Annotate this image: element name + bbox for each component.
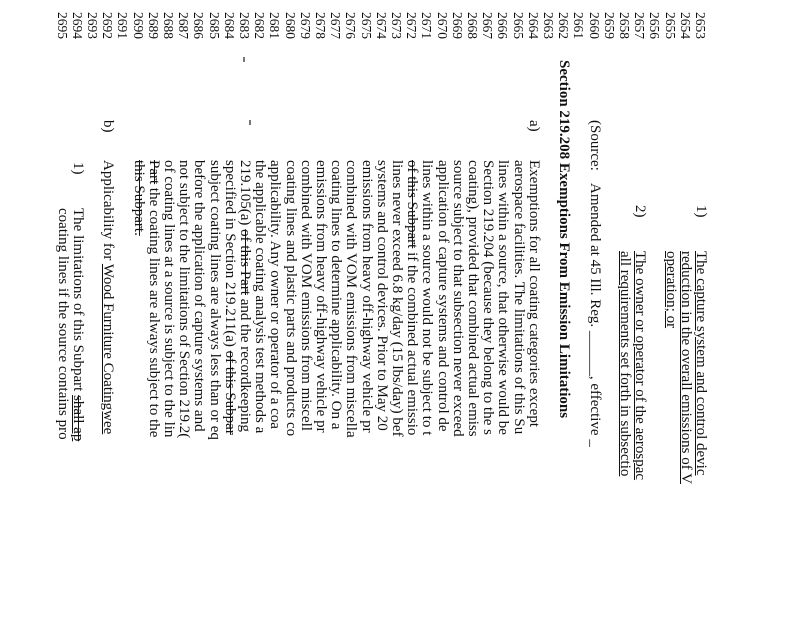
line-number <box>541 12 556 618</box>
subsection-a-line <box>419 60 434 618</box>
rotated-page-content <box>54 12 709 618</box>
line-number-text: 2656 <box>647 12 663 39</box>
line-number-text: 2666 <box>495 12 511 39</box>
subsection-a-line <box>252 60 267 618</box>
line-number-text: 2655 <box>662 12 678 39</box>
body-text: lines never exceed 6.8 kg/day (15 lbs/day) bef <box>389 160 405 437</box>
subsection-a-text <box>222 160 237 435</box>
line-number-text: 2671 <box>419 12 435 39</box>
line-number-text: 2673 <box>389 12 404 39</box>
subsection-a-line <box>343 60 358 618</box>
subsection-b-label: b) <box>100 120 117 133</box>
subsection-a-line <box>267 60 282 618</box>
line-number-text: 2672 <box>404 12 420 39</box>
line-number-text: 2675 <box>358 12 374 39</box>
line-number <box>85 12 100 618</box>
line-number-text: 2657 <box>632 12 648 39</box>
subsection-a-line <box>130 60 145 618</box>
subsection-b <box>100 60 115 618</box>
line-number-text: 2677 <box>328 12 344 39</box>
subsection-a-text <box>389 160 404 437</box>
subsection-a-line <box>206 60 221 618</box>
subsection-a-line <box>526 60 541 618</box>
line-number-text: 2680 <box>282 12 298 39</box>
subsection-a-line <box>282 60 297 618</box>
subsection-a-text <box>237 160 252 432</box>
line-number-text: 2664 <box>525 12 541 39</box>
line-number-text: 2685 <box>206 12 222 39</box>
body-text: and the recordkeeping <box>237 295 253 433</box>
subsection-a-label: a) <box>525 120 542 132</box>
subsection-b1-line1 <box>70 60 85 618</box>
item1-line1 <box>693 60 708 618</box>
line-number-text: 2691 <box>115 12 131 39</box>
subsection-a-text <box>130 160 145 236</box>
item1-text: The capture system and control devic <box>693 251 709 476</box>
line-number-text: 2690 <box>130 12 146 39</box>
line-number <box>571 12 587 618</box>
body-text: Exemptions for all coating categories except <box>525 160 542 427</box>
subsection-b-heading-prefix: Applicability for <box>100 160 117 264</box>
body-text: lines within a source would not be subject to t <box>419 160 436 436</box>
subsection-a-text <box>206 160 221 440</box>
line-number-text: 2681 <box>267 12 283 39</box>
item2-number: 2) <box>632 205 649 218</box>
body-text: aerospace facilities. The limitations of this Su <box>510 160 527 435</box>
line-number-text: 2679 <box>297 12 313 39</box>
body-text: of coating lines at a source is subject to the lin <box>161 160 177 438</box>
line-number-text: 2689 <box>145 12 161 39</box>
subsection-a-line <box>404 60 419 618</box>
item1-line3 <box>662 60 677 618</box>
subsection-a-line <box>328 60 343 618</box>
line-number-text: 2660 <box>586 12 602 39</box>
body-text: coating), provided that combined actual emiss <box>465 160 481 437</box>
body-text: application of capture systems and control de <box>434 160 451 432</box>
subsection-a-text <box>526 160 541 427</box>
struck-text: Part <box>145 160 162 185</box>
body-text: combined with VOM emissions from miscella <box>343 160 360 438</box>
subsection-a-line <box>450 60 465 618</box>
item2-text: The owner or operator of the aerospac <box>632 251 649 481</box>
line-number-text: 2688 <box>161 12 176 39</box>
subsection-a-text <box>161 160 176 437</box>
section-title: Section 219.208 Exemptions From Emission Limitations <box>556 60 573 419</box>
item2-line2 <box>617 60 632 618</box>
subsection-b1-line2 <box>54 60 69 618</box>
body-text: emissions from heavy off-highway vehicle pr <box>358 160 375 433</box>
subsection-a-line <box>298 60 313 618</box>
body-text: emissions from heavy off-highway vehicle pr <box>313 160 329 433</box>
subsection-a-text <box>404 160 419 435</box>
body-text: the coating lines are always subject to the <box>145 184 162 438</box>
line-number-text: 2662 <box>556 12 572 39</box>
subsection-a-line <box>146 60 161 618</box>
subsection-b1-text-start: The limitations of this Subpart <box>69 208 86 396</box>
subsection-a-text <box>343 160 358 438</box>
line-number-text: 2667 <box>480 12 496 39</box>
subsection-a-text <box>358 160 373 433</box>
subsection-a-line <box>191 60 206 618</box>
subsection-a-line <box>495 60 510 618</box>
line-number <box>601 12 617 618</box>
struck-text: of this Part <box>237 229 253 295</box>
body-text: coating lines and plastic parts and products co <box>282 160 299 437</box>
body-text: the applicable coating analysis test methods a <box>252 160 269 434</box>
subsection-a-line <box>389 60 404 618</box>
subsection-a-line <box>465 60 480 618</box>
line-number-text: 2654 <box>677 12 693 39</box>
struck-text: this Subpart. <box>130 160 147 236</box>
subsection-a-text <box>419 160 434 435</box>
line-number-text: 2663 <box>541 12 556 39</box>
subsection-a-text <box>450 160 465 437</box>
subsection-a-text <box>374 160 389 431</box>
subsection-a-line <box>222 60 237 618</box>
item1-number: 1) <box>693 205 709 218</box>
subsection-a-line <box>313 60 328 618</box>
line-number <box>115 12 131 618</box>
line-number-text: 2682 <box>252 12 268 39</box>
line-number-text: 2678 <box>313 12 328 39</box>
subsection-b1-number: 1) <box>69 162 86 175</box>
subsection-b1-text <box>70 208 85 441</box>
body-text: specified in Section 219.211(a) <box>221 160 238 351</box>
line-number <box>647 12 663 618</box>
subsection-a-text <box>510 160 525 434</box>
line-number-text: 2658 <box>617 12 632 39</box>
item2-line1 <box>632 60 647 618</box>
subsection-a-line <box>237 60 252 618</box>
body-text: 219.105(a) <box>237 160 253 230</box>
line-number-text: 2683 <box>237 12 252 39</box>
body-text: systems and control devices. Prior to May 20 <box>373 160 390 431</box>
subsection-b1-text-struck: shall ap <box>69 395 86 442</box>
subsection-a-text <box>146 160 161 437</box>
line-number-text: 2676 <box>343 12 359 39</box>
subsection-b-heading <box>100 160 115 434</box>
subsection-a-text <box>267 160 282 429</box>
body-text: lines within a source, that otherwise would be <box>495 160 512 435</box>
line-number-text: 2659 <box>601 12 617 39</box>
subsection-a-text <box>480 160 495 435</box>
line-number-text: 2653 <box>693 12 708 39</box>
subsection-a-line <box>510 60 525 618</box>
subsection-a-text <box>282 160 297 436</box>
subsection-a-text <box>465 160 480 437</box>
body-text: applicability. Any owner or operator of a coa <box>267 160 284 429</box>
subsection-a-text <box>176 160 191 438</box>
line-number-text: 2692 <box>100 12 116 39</box>
line-number-text: 2665 <box>510 12 526 39</box>
subsection-a-line <box>480 60 495 618</box>
item1-line2 <box>678 60 693 618</box>
item2-text: all requirements set forth in subsectio <box>617 251 633 477</box>
body-text: source subject to that subsection never exceed <box>449 160 466 437</box>
source-text: Amended at 45 Ill. Reg. ______, effective _ <box>586 183 603 447</box>
line-number-text: 2694 <box>69 12 85 39</box>
subsection-a-text <box>298 160 313 431</box>
line-number-text: 2670 <box>434 12 450 39</box>
subsection-a-text <box>495 160 510 435</box>
body-text: combined with VOM emissions from miscell <box>297 160 314 431</box>
subsection-a-text <box>434 160 449 432</box>
line-number-text: 2686 <box>191 12 207 39</box>
body-text: not subject to the limitations of Section 219.2( <box>176 160 193 439</box>
source-label: (Source: <box>586 120 603 171</box>
subsection-a-line <box>374 60 389 618</box>
body-text: Section 219.204 (because they belong to the s <box>480 160 497 435</box>
struck-text: of this Subpart <box>404 160 421 249</box>
subsection-a-line <box>161 60 176 618</box>
subsection-a-text <box>191 160 206 432</box>
subsection-a-line <box>434 60 449 618</box>
body-text: coating lines to determine applicability. On a <box>328 160 345 430</box>
subsection-b1-text: coating lines if the source contains pro <box>54 208 71 440</box>
line-number-text: 2687 <box>176 12 192 39</box>
line-number-text: 2661 <box>571 12 587 39</box>
item1-text: operation; or <box>662 251 679 329</box>
line-number-text: 2669 <box>449 12 465 39</box>
source-note <box>586 60 601 618</box>
subsection-a-line <box>176 60 191 618</box>
subsection-a-line <box>358 60 373 618</box>
line-number-text: 2674 <box>373 12 389 39</box>
subsection-a-text <box>252 160 267 433</box>
body-text: subject coating lines are always less than or eq <box>206 160 223 440</box>
line-number-text: 2684 <box>221 12 237 39</box>
line-number-text: 2668 <box>465 12 480 39</box>
body-text: before the application of capture systems and <box>191 160 208 432</box>
subsection-a-text <box>328 160 343 429</box>
struck-text: of this Subpar <box>221 350 238 435</box>
section-heading <box>556 60 571 618</box>
subsection-a-text <box>313 160 328 433</box>
line-number-text: 2695 <box>54 12 70 39</box>
item1-text: reduction in the overall emissions of V <box>677 251 694 485</box>
subsection-b-heading-underlined: Wood Furniture Coatingwee <box>100 263 117 435</box>
body-text: if the combined actual emissio <box>404 248 421 436</box>
line-number-text: 2693 <box>85 12 100 39</box>
